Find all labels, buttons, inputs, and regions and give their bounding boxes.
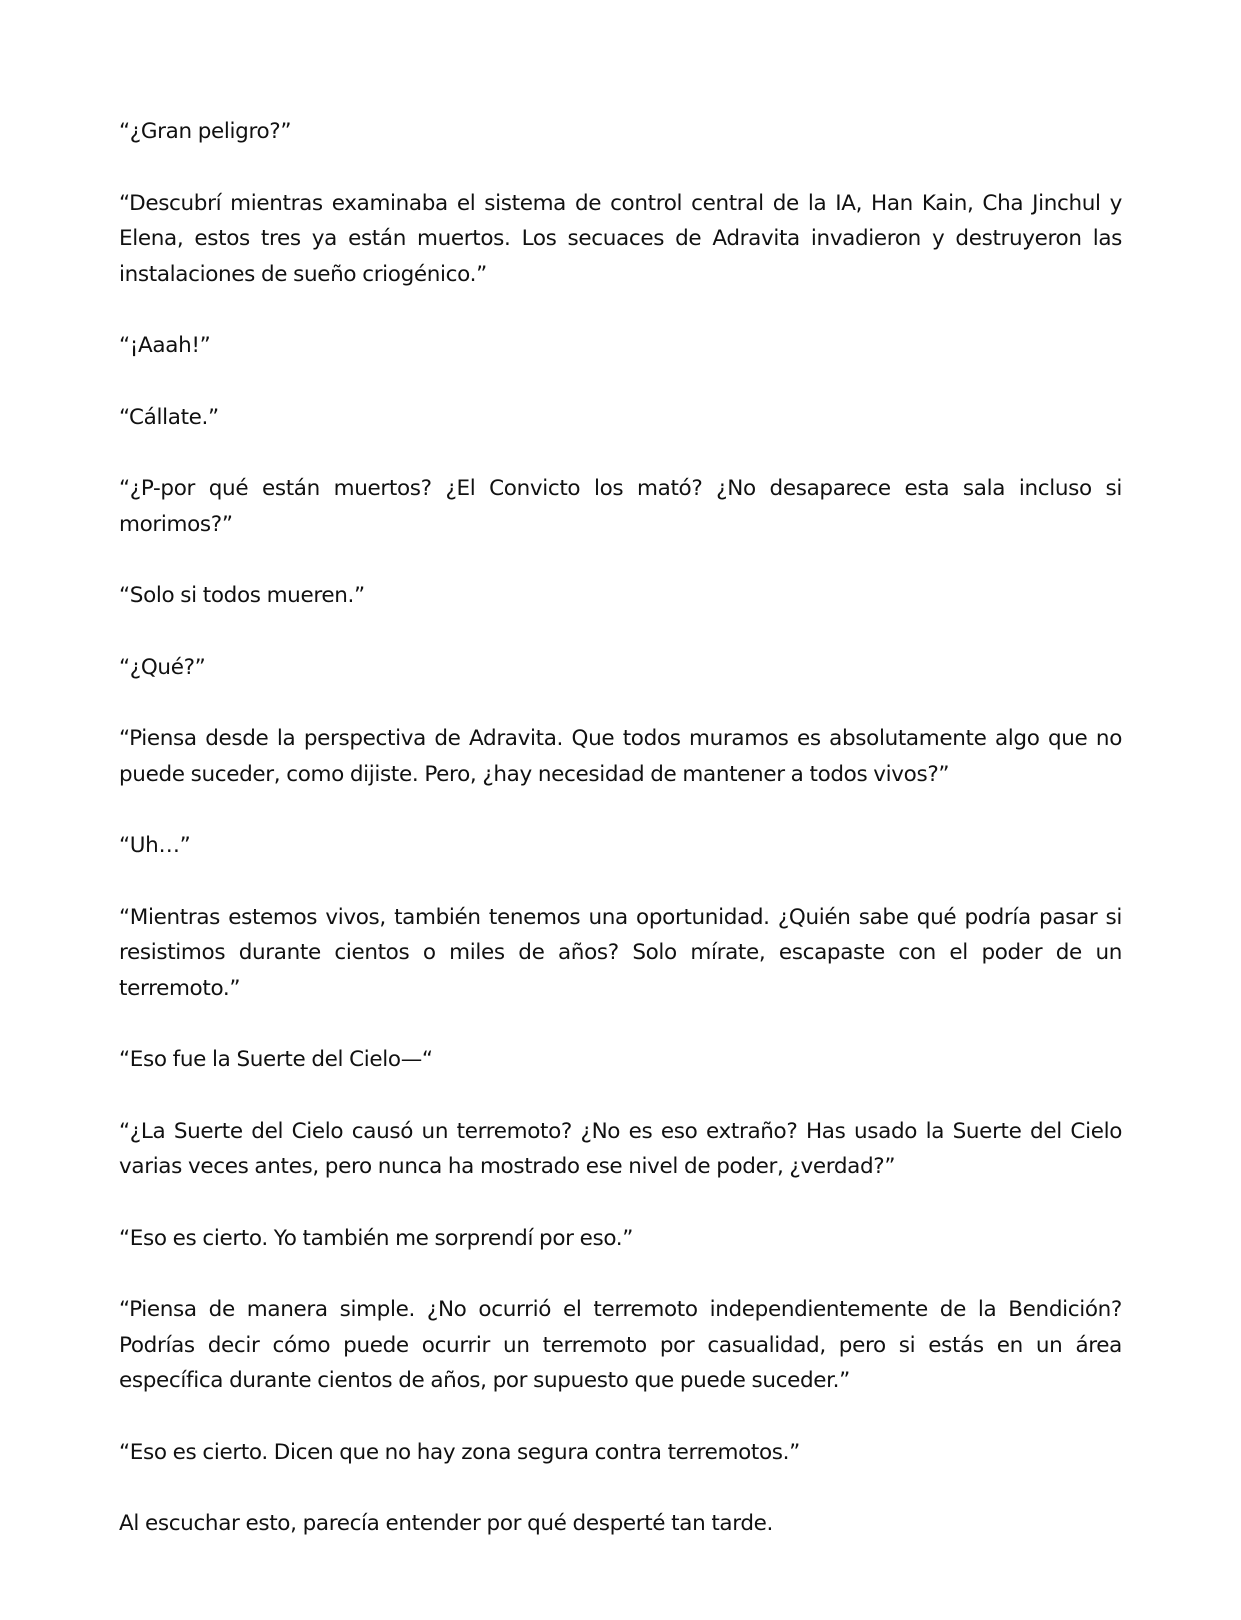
paragraph: “¿P-por qué están muertos? ¿El Convicto los mató? ¿No desaparece esta sala incluso si morimos?”	[119, 476, 1122, 537]
paragraph: “¿Gran peligro?”	[119, 119, 292, 144]
paragraph: Al escuchar esto, parecía entender por qué desperté tan tarde.	[119, 1511, 774, 1536]
paragraph: “Mientras estemos vivos, también tenemos una oportunidad. ¿Quién sabe qué podría pasar si resistimos durante cientos o miles de años? Solo mírate, escapaste con el poder de un terremoto.”	[119, 904, 1122, 1001]
paragraph: “Solo si todos mueren.”	[119, 583, 365, 608]
paragraph: “Descubrí mientras examinaba el sistema de control central de la IA, Han Kain, Cha Jinchul y Elena, estos tres ya están muertos. Los secuaces de Adravita invadieron y destruyeron las instalaciones de sueño criogénico.”	[119, 190, 1122, 287]
paragraph: “Uh…”	[119, 833, 191, 858]
paragraph: “¡Aaah!”	[119, 333, 211, 358]
document-body	[119, 114, 1122, 1542]
paragraph: “¿Qué?”	[119, 654, 206, 680]
paragraph: “Eso fue la Suerte del Cielo—“	[119, 1047, 433, 1072]
paragraph: “Cállate.”	[119, 404, 219, 430]
paragraph: “¿La Suerte del Cielo causó un terremoto? ¿No es eso extraño? Has usado la Suerte del Cielo varias veces antes, pero nunca ha mostrado ese nivel de poder, ¿verdad?”	[119, 1118, 1122, 1179]
paragraph: “Eso es cierto. Yo también me sorprendí por eso.”	[119, 1225, 634, 1251]
paragraph: “Piensa desde la perspectiva de Adravita. Que todos muramos es absolutamente algo que no puede suceder, como dijiste. Pero, ¿hay necesidad de mantener a todos vivos?”	[119, 726, 1122, 787]
paragraph: “Piensa de manera simple. ¿No ocurrió el terremoto independientemente de la Bendición? Podrías decir cómo puede ocurrir un terremoto por casualidad, pero si estás en un área específica durante cientos de años, por supuesto que puede suceder.”	[119, 1297, 1122, 1393]
paragraph: “Eso es cierto. Dicen que no hay zona segura contra terremotos.”	[119, 1439, 800, 1465]
